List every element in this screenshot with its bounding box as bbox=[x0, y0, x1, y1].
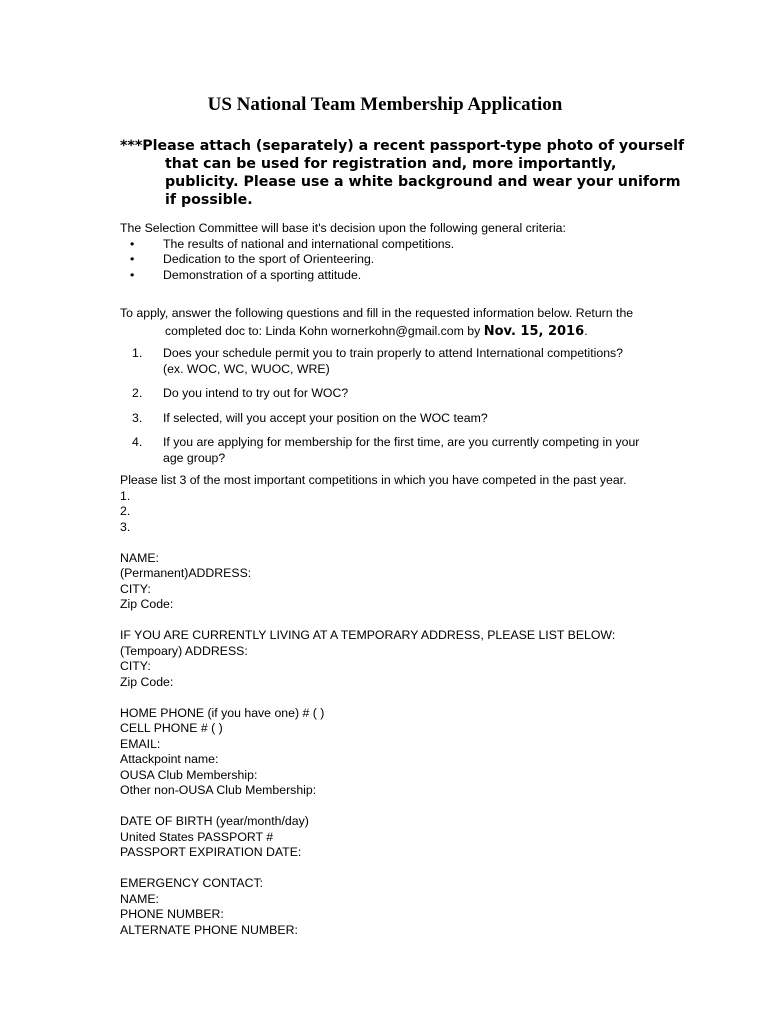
home-phone-label: HOME PHONE (if you have one) # ( ) bbox=[120, 705, 325, 720]
question-item: 3. If selected, will you accept your position on the WOC team? bbox=[132, 410, 488, 425]
competition-item: 3. bbox=[120, 519, 131, 534]
criteria-section bbox=[120, 221, 566, 283]
notice-line: if possible. bbox=[165, 192, 253, 208]
ousa-club-label: OUSA Club Membership: bbox=[120, 767, 258, 782]
question-item: 2. Do you intend to try out for WOC? bbox=[132, 386, 349, 400]
question-item: 4. If you are applying for membership for the first time, are you currently competing in your age group? bbox=[132, 435, 640, 465]
zip-field-label: Zip Code: bbox=[120, 597, 174, 611]
criteria-item: • Dedication to the sport of Orienteering. bbox=[130, 252, 375, 266]
criteria-item: • The results of national and international competitions. bbox=[130, 236, 455, 251]
passport-expiration-label: PASSPORT EXPIRATION DATE: bbox=[120, 845, 302, 859]
notice-line: ***Please attach (separately) a recent passport-type photo of yourself bbox=[120, 138, 685, 154]
email-label: EMAIL: bbox=[120, 736, 161, 751]
criteria-item: • Demonstration of a sporting attitude. bbox=[130, 267, 362, 282]
bullet-icon: • bbox=[130, 252, 135, 266]
bullet-icon: • bbox=[130, 267, 135, 282]
apply-instructions bbox=[120, 306, 633, 339]
temp-city-field-label: CITY: bbox=[120, 659, 151, 673]
page-title: US National Team Membership Application bbox=[207, 94, 563, 115]
emergency-group bbox=[120, 876, 627, 938]
passport-label: United States PASSPORT # bbox=[120, 829, 274, 844]
apply-line: completed doc to: Linda Kohn wornerkohn@gmail.com by Nov. 15, 2016. bbox=[165, 323, 588, 339]
form-fields bbox=[120, 473, 627, 938]
temp-zip-field-label: Zip Code: bbox=[120, 674, 174, 689]
temp-address-field-label: (Tempoary) ADDRESS: bbox=[120, 643, 248, 658]
notice-line: publicity. Please use a white background and wear your uniform bbox=[165, 174, 681, 190]
competition-item: 1. bbox=[120, 488, 131, 503]
dob-label: DATE OF BIRTH (year/month/day) bbox=[120, 814, 309, 828]
emergency-alt-phone-label: ALTERNATE PHONE NUMBER: bbox=[120, 922, 298, 937]
address-field-label: (Permanent)ADDRESS: bbox=[120, 566, 252, 580]
bullet-icon: • bbox=[130, 236, 135, 251]
question-item: 1. Does your schedule permit you to train properly to attend International competitions? (ex. WOC, WC, WUOC, WRE) bbox=[132, 346, 624, 376]
apply-line: To apply, answer the following questions and fill in the requested information below. Return the bbox=[120, 306, 634, 320]
competition-item: 2. bbox=[120, 504, 131, 518]
temp-address-heading: IF YOU ARE CURRENTLY LIVING AT A TEMPORARY ADDRESS, PLEASE LIST BELOW: bbox=[120, 628, 616, 642]
deadline: Nov. 15, 2016 bbox=[483, 323, 585, 339]
criteria-intro: The Selection Committee will base it's decision upon the following general criteria: bbox=[120, 221, 566, 235]
competitions-intro: Please list 3 of the most important competitions in which you have competed in the past year. bbox=[120, 473, 627, 487]
address-group bbox=[120, 551, 627, 613]
attackpoint-label: Attackpoint name: bbox=[120, 752, 219, 766]
cell-phone-label: CELL PHONE # ( ) bbox=[120, 721, 223, 735]
contact-group bbox=[120, 706, 627, 799]
city-field-label: CITY: bbox=[120, 581, 151, 596]
question-list bbox=[120, 346, 639, 466]
photo-notice bbox=[120, 137, 685, 209]
emergency-heading: EMERGENCY CONTACT: bbox=[120, 876, 264, 890]
personal-group bbox=[120, 814, 627, 861]
notice-line: that can be used for registration and, more importantly, bbox=[165, 156, 617, 172]
name-field-label: NAME: bbox=[120, 550, 159, 565]
temp-address-group bbox=[120, 628, 627, 690]
emergency-name-label: NAME: bbox=[120, 891, 159, 906]
emergency-phone-label: PHONE NUMBER: bbox=[120, 907, 224, 921]
other-club-label: Other non-OUSA Club Membership: bbox=[120, 783, 317, 797]
